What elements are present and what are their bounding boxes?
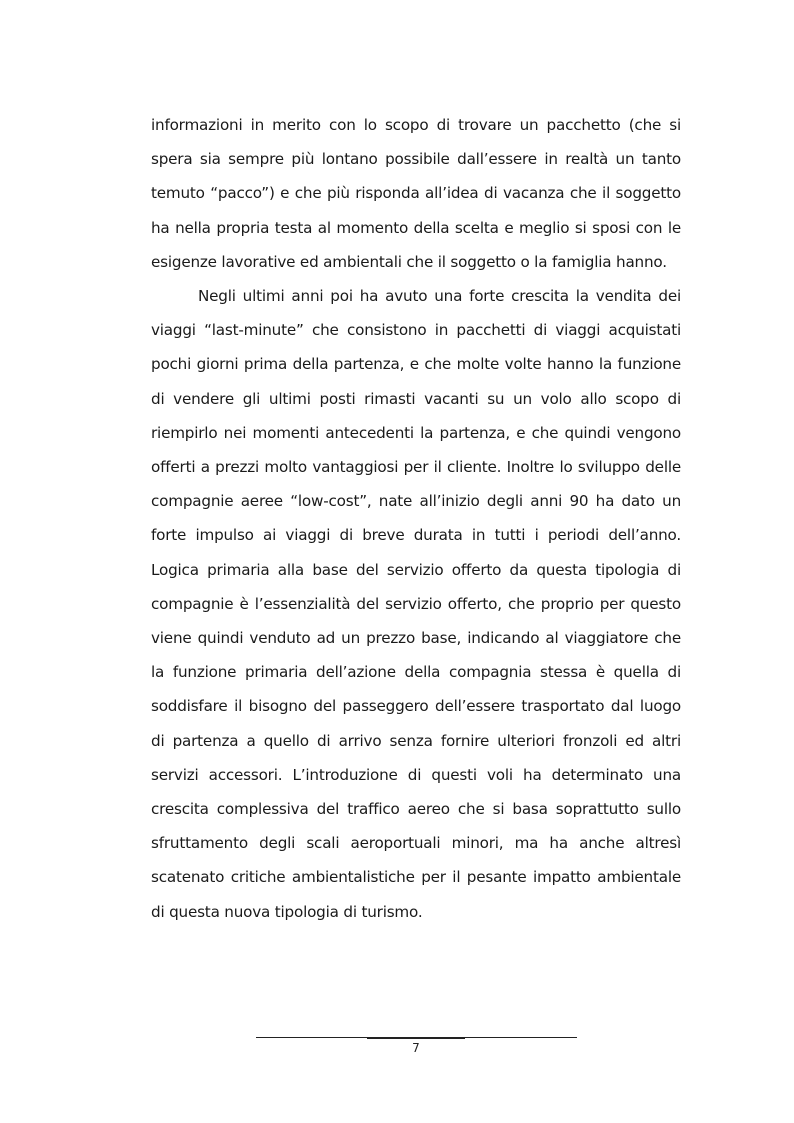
- page-body: [151, 108, 681, 929]
- paragraph-last-minute-low-cost: Negli ultimi anni poi ha avuto una forte crescita la vendita dei viaggi “last-minute” che consistono in pacchetti di viaggi acquistati pochi giorni prima della partenza, e che molte volte hanno la funzione di vendere gli ultimi posti rimasti vacanti su un volo allo scopo di riempirlo nei momenti antecedenti la partenza, e che quindi vengono offerti a prezzi molto vantaggiosi per il cliente. Inoltre lo sviluppo delle compagnie aeree “low-cost”, nate all’inizio degli anni 90 ha dato un forte impulso ai viaggi di breve durata in tutti i periodi dell’anno. Logica primaria alla base del servizio offerto da questa tipologia di compagnie è l’essenzialità del servizio offerto, che proprio per questo viene quindi venduto ad un prezzo base, indicando al viaggiatore che la funzione primaria dell’azione della compagnia stessa è quella di soddisfare il bisogno del passeggero dell’essere trasportato dal luogo di partenza a quello di arrivo senza fornire ulteriori fronzoli ed altri servizi accessori. L’introduzione di questi voli ha determinato una crescita complessiva del traffico aereo che si basa soprattutto sullo sfruttamento degli scali aeroportuali minori, ma ha anche altresì scatenato critiche ambientalistiche per il pesante impatto ambientale di questa nuova tipologia di turismo.: [151, 287, 681, 921]
- footer-rule-accent: [367, 1037, 465, 1039]
- page-number: 7: [412, 1041, 420, 1055]
- paragraph-continuation: informazioni in merito con lo scopo di trovare un pacchetto (che si spera sia sempre più lontano possibile dall’essere in realtà un tanto temuto “pacco”) e che più risponda all’idea di vacanza che il soggetto ha nella propria testa al momento della scelta e meglio si sposi con le esigenze lavorative ed ambientali che il soggetto o la famiglia hanno.: [151, 116, 681, 271]
